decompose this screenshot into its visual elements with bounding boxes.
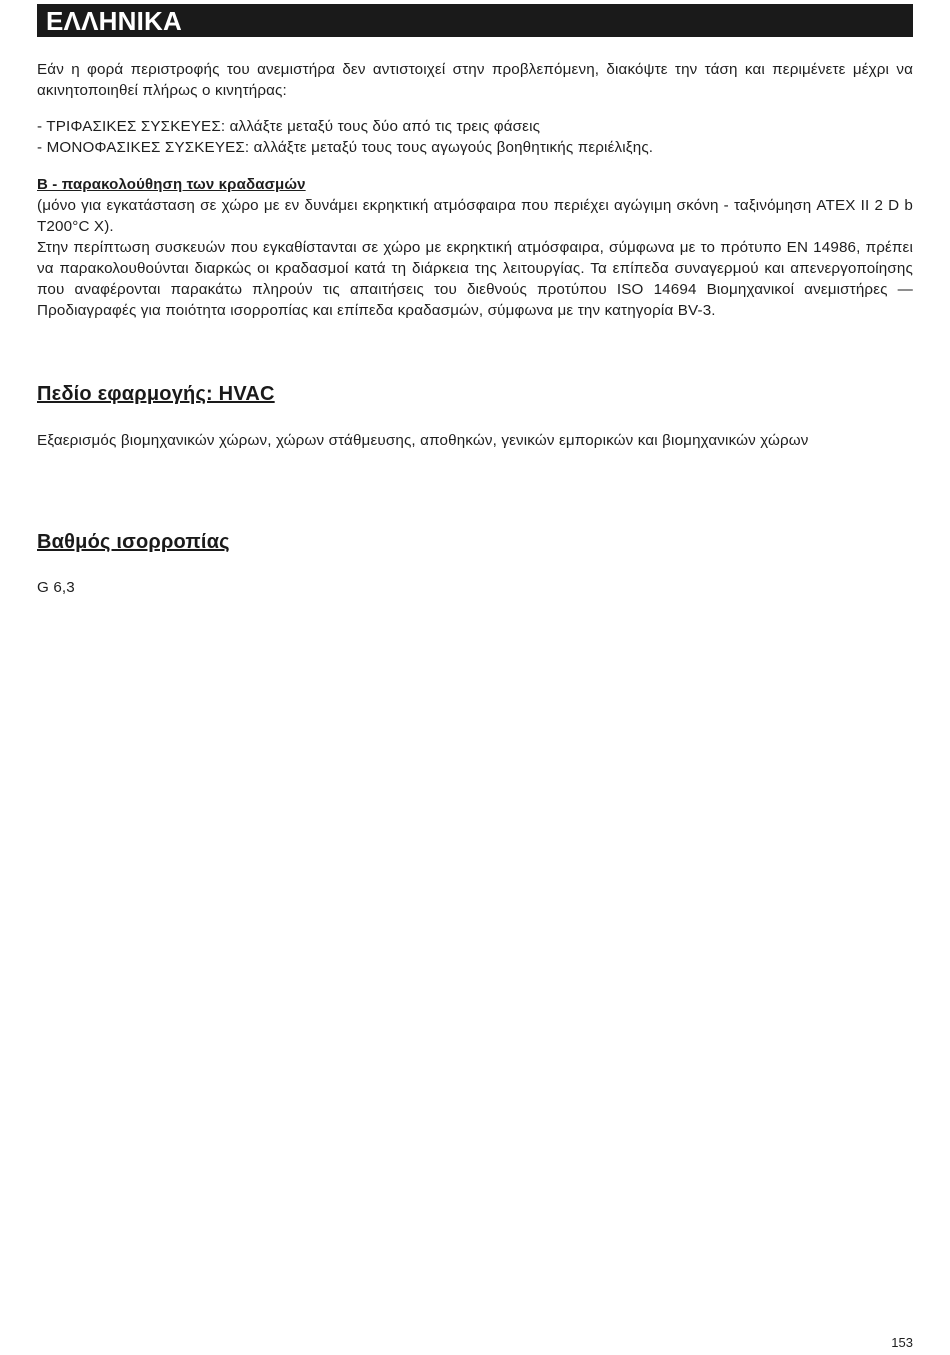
application-text: Εξαερισμός βιομηχανικών χώρων, χώρων στάθμευσης, αποθηκών, γενικών εμπορικών και βιομηχανικών χώρων <box>37 432 809 449</box>
vibration-monitoring-section <box>37 174 913 321</box>
page-number: 153 <box>891 1335 913 1350</box>
language-title: ΕΛΛΗΝΙΚΑ <box>46 6 182 36</box>
balance-title: Βαθμός ισορροπίας <box>37 531 230 553</box>
phase-instructions <box>37 116 913 158</box>
vibration-scope-text: (μόνο για εγκατάσταση σε χώρο με εν δυνάμει εκρηκτική ατμόσφαιρα που περιέχει αγώγιμη σκόνη - ταξινόμηση ATEX II 2 D b T200°C X). <box>37 197 913 235</box>
balance-paragraph <box>37 577 913 598</box>
application-paragraph <box>37 430 913 451</box>
application-title: Πεδίο εφαρμογής: HVAC <box>37 383 275 405</box>
language-header-bar <box>37 4 913 37</box>
vibration-body-text: Στην περίπτωση συσκευών που εγκαθίστανται σε χώρο με εκρηκτική ατμόσφαιρα, σύμφωνα με το πρότυπο EN 14986, πρέπει να παρακολουθούνται διαρκώς οι κραδασμοί κατά τη διάρκεια της λειτουργίας. Τα επίπεδα συναγερμού και απενεργοποίησης που αναφέρονται παρακάτω πληρούν τις απαιτήσεις του διεθνούς προτύπου ISO 14694 Βιομηχανικοί ανεμιστήρες — Προδιαγραφές για ποιότητα ισορροπίας και επίπεδα κραδασμών, σύμφωνα με την κατηγορία BV-3. <box>37 239 913 319</box>
vibration-heading: B - παρακολούθηση των κραδασμών <box>37 176 306 193</box>
single-phase-instruction: - ΜΟΝΟΦΑΣΙΚΕΣ ΣΥΣΚΕΥΕΣ: αλλάξτε μεταξύ τους τους αγωγούς βοηθητικής περιέλιξης. <box>37 139 654 156</box>
rotation-intro-paragraph <box>37 59 913 101</box>
rotation-intro-text: Εάν η φορά περιστροφής του ανεμιστήρα δεν αντιστοιχεί στην προβλεπόμενη, διακόψτε την τάση και περιμένετε μέχρι να ακινητοποιηθεί πλήρως ο κινητήρας: <box>37 61 913 99</box>
three-phase-instruction: - ΤΡΙΦΑΣΙΚΕΣ ΣΥΣΚΕΥΕΣ: αλλάξτε μεταξύ τους δύο από τις τρεις φάσεις <box>37 118 541 135</box>
balance-value: G 6,3 <box>37 579 75 596</box>
